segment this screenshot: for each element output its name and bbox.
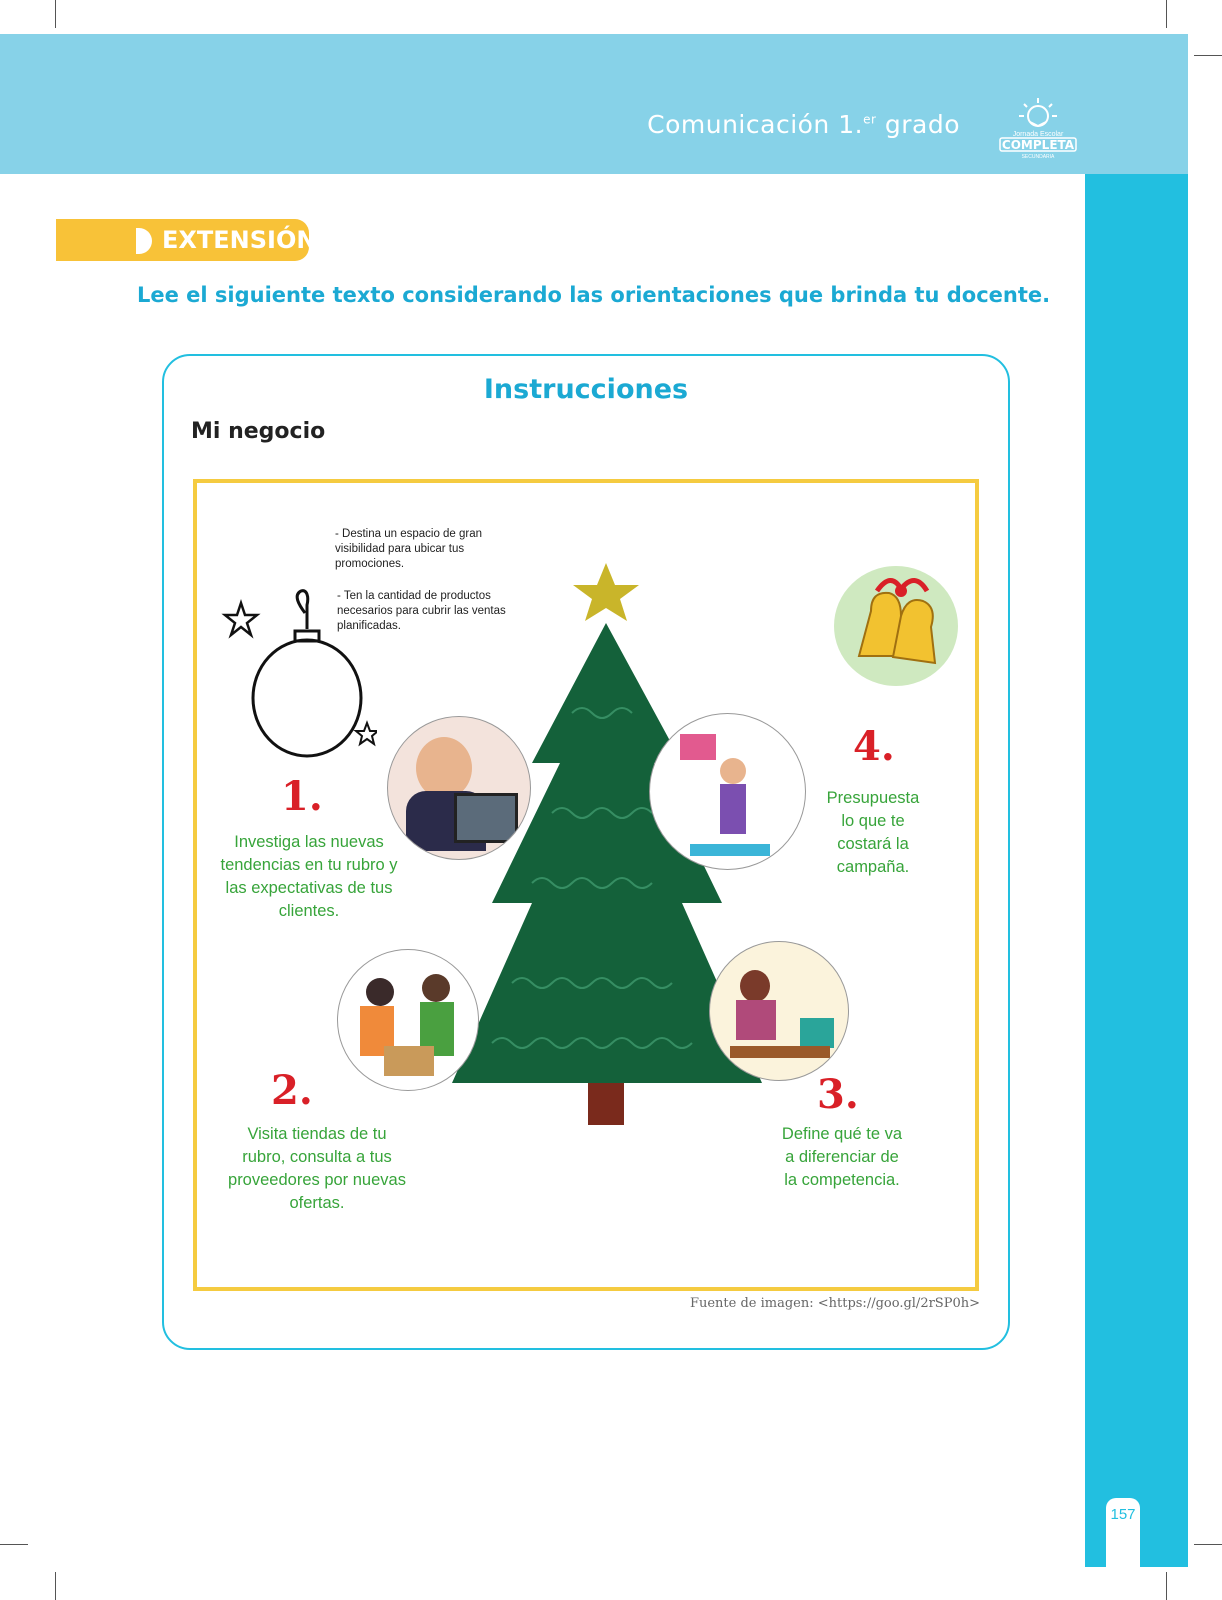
step-2-text: Visita tiendas de tu rubro, consulta a tus proveedores por nuevas ofertas. bbox=[228, 1125, 406, 1212]
sun-book-icon bbox=[996, 94, 1080, 160]
step-3-text: Define qué te va a diferenciar de la competencia. bbox=[781, 1125, 903, 1189]
step-4-text: Presupuesta lo que te costará la campaña. bbox=[826, 789, 920, 876]
christmas-tree-icon bbox=[432, 563, 762, 1183]
page-number: 157 bbox=[1110, 1506, 1136, 1523]
step-3-number: 3. bbox=[817, 1071, 859, 1118]
woman-desk-illustration bbox=[709, 941, 849, 1081]
subtitle: Mi negocio bbox=[191, 419, 326, 444]
frame-title: Instrucciones bbox=[483, 374, 689, 405]
step-2-number: 2. bbox=[271, 1067, 313, 1114]
people-boxes-illustration bbox=[337, 949, 479, 1091]
image-source: Fuente de imagen: <https://goo.gl/2rSP0h> bbox=[689, 1296, 980, 1311]
infographic bbox=[193, 479, 979, 1291]
svg-text:COMPLETA: COMPLETA bbox=[1001, 138, 1075, 152]
bells-icon bbox=[831, 561, 961, 691]
svg-text:Jornada Escolar: Jornada Escolar bbox=[1012, 131, 1064, 138]
step-1-number: 1. bbox=[281, 773, 323, 820]
ornament-icon bbox=[207, 583, 377, 763]
side-bar bbox=[1085, 174, 1188, 1567]
svg-text:SECUNDARIA: SECUNDARIA bbox=[1021, 154, 1055, 160]
woman-shopping-illustration bbox=[649, 713, 806, 870]
header-title: Comunicación 1.$^{er}$ grado bbox=[647, 110, 960, 139]
step-1-text: Investiga las nuevas tendencias en tu rubro y las expectativas de tus clientes. bbox=[220, 833, 398, 920]
woman-computer-illustration bbox=[387, 716, 531, 860]
step-4-number: 4. bbox=[853, 723, 895, 770]
tip-2: - Ten la cantidad de productos necesarios para cubrir las ventas planificadas. bbox=[337, 590, 506, 632]
extension-label: EXTENSIÓN bbox=[162, 226, 317, 254]
tip-1: - Destina un espacio de gran visibilidad para ubicar tus promociones. bbox=[335, 528, 483, 570]
instruction-text: Lee el siguiente texto considerando las orientaciones que brinda tu docente. bbox=[137, 283, 1051, 307]
